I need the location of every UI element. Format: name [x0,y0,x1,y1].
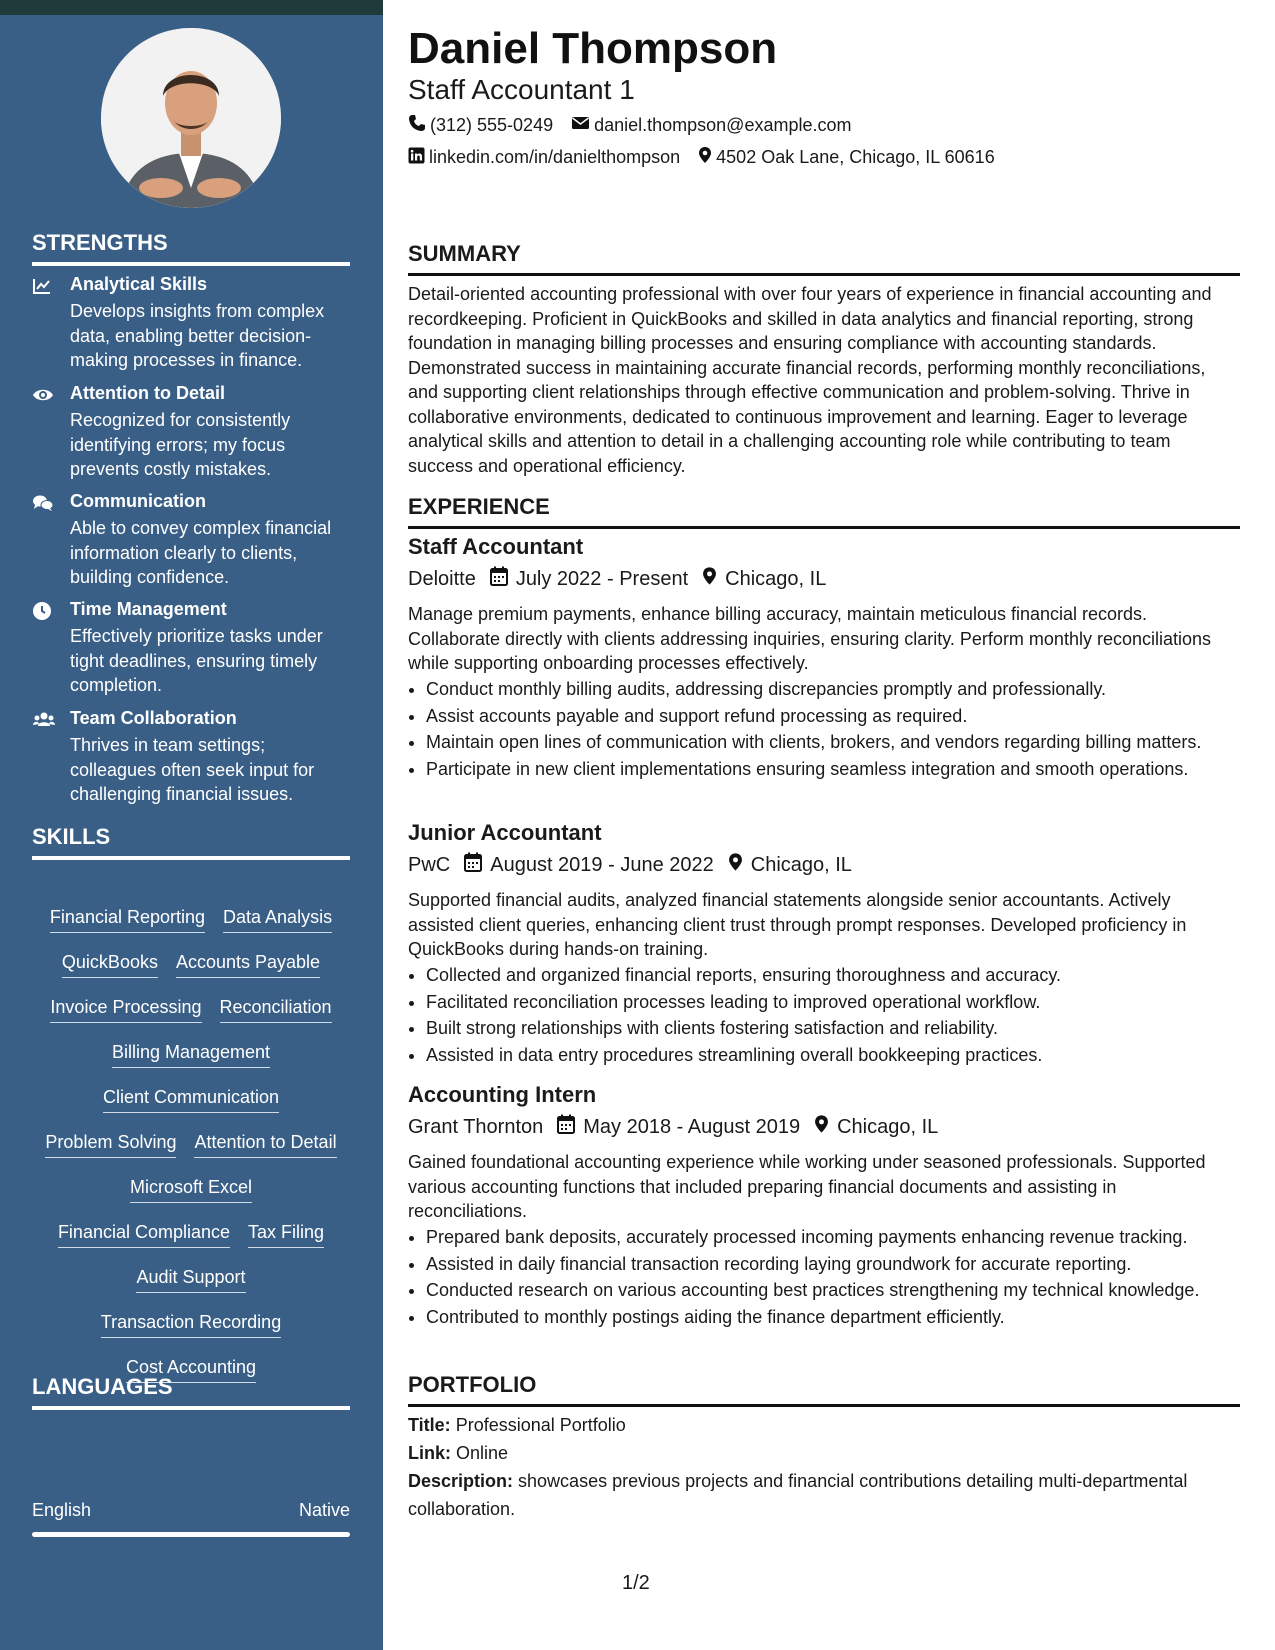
strength-title: Analytical Skills [70,274,208,294]
portfolio-link-value[interactable]: Online [456,1443,509,1463]
job-dates: May 2018 - August 2019 [583,1115,801,1138]
page-indicator: 1/2 [622,1572,650,1594]
map-pin-icon [800,1114,837,1140]
job-bullets [408,677,1258,783]
language-level: Native [298,1500,350,1520]
strength-desc: Develops insights from complex data, enabling better decision-making processes in finance. [70,301,325,370]
calendar-icon [450,852,490,878]
phone-icon [408,114,430,137]
job-bullets [408,1225,1258,1331]
portfolio-link-label: Link: [408,1443,451,1463]
job-meta [408,1114,938,1140]
sidebar [0,15,383,1650]
skill-tag: Problem Solving [45,1130,176,1158]
job-bullet: • Maintain open lines of communication with clients, brokers, and vendors regarding billing matters. [426,730,1258,755]
map-pin-icon [714,852,751,878]
top-accent-bar [0,0,383,15]
strength-desc: Able to convey complex financial information clearly to clients, building confidence. [70,518,332,587]
experience-heading: EXPERIENCE [408,494,1240,529]
skill-tag: Transaction Recording [101,1310,281,1338]
skill-tag: Client Communication [103,1085,279,1113]
portfolio-heading: PORTFOLIO [408,1372,1240,1407]
job-title: Junior Accountant [408,820,602,845]
job-bullet: • Assisted in daily financial transaction recording laying groundwork for accurate reporting. [426,1252,1258,1277]
language-row [32,1500,350,1521]
portfolio-link-line [408,1439,1240,1467]
job-summary: Supported financial audits, analyzed financial statements alongside senior accountants. Actively assisted client queries, enhancing client trust through prompt responses. Developed proficiency in QuickBooks during hands-on training. [408,890,1187,959]
summary-text: Detail-oriented accounting professional with over four years of experience in financial accounting and recordkeeping. Proficient in QuickBooks and skilled in data analytics and financial reporting, strong foundation in managing billing processes and ensuring compliance with accounting standards. Demonstrated success in maintaining accurate financial records, performing monthly reconciliations, and supporting client relationships through effective communication and problem-solving. Thrive in collaborative environments, dedicated to continuous improvement and learning. Eager to leverage analytical skills and attention to detail in a challenging accounting role while contributing to team success and operational efficiency. [408,284,1212,476]
skill-tag: Tax Filing [248,1220,324,1248]
job-title: Staff Accountant [408,534,584,559]
job-bullet: • Contributed to monthly postings aiding the finance department efficiently. [426,1305,1258,1330]
skills-list [32,905,350,1400]
clock-icon [32,601,54,623]
skill-tag: Billing Management [112,1040,270,1068]
job-bullet: • Participate in new client implementations ensuring seamless integration and smooth operations. [426,757,1258,782]
job-dates: August 2019 - June 2022 [490,853,714,876]
contact-row [408,114,852,137]
skill-tag: Financial Compliance [58,1220,230,1248]
job-summary: Gained foundational accounting experience while working under seasoned professionals. Supported various accounting functions that included preparing financial documents and assisting in reconciliations. [408,1152,1206,1221]
skill-tag: Data Analysis [223,905,332,933]
job-bullet: • Prepared bank deposits, accurately processed incoming payments enhancing revenue tracking. [426,1225,1258,1250]
summary-heading: SUMMARY [408,241,1240,276]
skill-tag: Invoice Processing [50,995,201,1023]
eye-icon [32,385,54,407]
job-bullet: • Conducted research on various accounting best practices strengthening my technical knowledge. [426,1278,1258,1303]
portfolio-desc-label: Description: [408,1471,514,1491]
portfolio-desc-line [408,1467,1240,1523]
portfolio-title-label: Title: [408,1415,451,1435]
job-meta [408,852,852,878]
skill-tag: QuickBooks [62,950,158,978]
job-bullet: • Conduct monthly billing audits, addressing discrepancies promptly and professionally. [426,677,1258,702]
strength-title: Team Collaboration [70,708,237,728]
linkedin-icon [408,147,429,169]
calendar-icon [543,1114,583,1140]
strength-desc: Recognized for consistently identifying errors; my focus prevents costly mistakes. [70,410,291,479]
email-text[interactable]: daniel.thompson@example.com [594,115,852,135]
job-bullets [408,963,1258,1069]
calendar-icon [476,566,516,592]
strength-desc: Thrives in team settings; colleagues often seek input for challenging financial issues. [70,735,315,804]
job-location: Chicago, IL [750,853,852,876]
portfolio-title-value: Professional Portfolio [455,1415,626,1435]
contact-row [408,146,995,169]
strength-title: Communication [70,491,207,511]
skill-tag: Microsoft Excel [130,1175,252,1203]
avatar [101,28,281,208]
phone-text: (312) 555-0249 [430,115,554,135]
job-meta [408,566,826,592]
job-title: Accounting Intern [408,1082,597,1107]
strength-desc: Effectively prioritize tasks under tight deadlines, ensuring timely completion. [70,626,323,695]
candidate-name: Daniel Thompson [408,24,778,73]
email-icon [571,115,594,136]
skill-tag: Financial Reporting [50,905,205,933]
skill-tag: Cost Accounting [126,1355,256,1383]
strength-title: Time Management [70,599,227,619]
job-dates: July 2022 - Present [515,567,689,590]
candidate-role: Staff Accountant 1 [408,74,635,105]
job-bullet: • Facilitated reconciliation processes leading to improved operational workflow. [426,990,1258,1015]
skill-tag: Accounts Payable [176,950,320,978]
job-bullet: • Assisted in data entry procedures streamlining overall bookkeeping practices. [426,1043,1258,1068]
job-summary: Manage premium payments, enhance billing accuracy, maintain meticulous financial records. Collaborate directly with clients addressing inquiries, ensuring clarity. Perform monthly reconciliations while supporting onboarding processes effectively. [408,604,1212,673]
skill-tag: Reconciliation [220,995,332,1023]
strength-title: Attention to Detail [70,383,225,403]
job-bullet: • Assist accounts payable and support refund processing as required. [426,704,1258,729]
comments-icon [32,493,54,515]
skill-tag: Audit Support [136,1265,245,1293]
strengths-heading: STRENGTHS [32,230,350,266]
language-name: English [32,1500,92,1520]
map-pin-icon [698,146,716,169]
job-company: Deloitte [408,567,476,590]
languages-heading: LANGUAGES [32,1374,350,1410]
job-company: Grant Thornton [408,1115,544,1138]
address-text: 4502 Oak Lane, Chicago, IL 60616 [716,147,995,167]
chart-line-icon [32,276,54,298]
users-icon [32,710,54,732]
map-pin-icon [688,566,725,592]
job-location: Chicago, IL [837,1115,939,1138]
job-location: Chicago, IL [725,567,827,590]
language-level-bar [32,1532,350,1537]
portfolio-title-line [408,1411,1240,1439]
portfolio-desc-value: showcases previous projects and financial contributions detailing multi-departmental collaboration. [408,1471,1188,1519]
job-company: PwC [408,853,451,876]
job-bullet: • Collected and organized financial reports, ensuring thoroughness and accuracy. [426,963,1258,988]
skills-heading: SKILLS [32,824,350,860]
linkedin-text[interactable]: linkedin.com/in/danielthompson [429,147,681,167]
job-bullet: • Built strong relationships with clients fostering satisfaction and reliability. [426,1016,1258,1041]
skill-tag: Attention to Detail [194,1130,336,1158]
